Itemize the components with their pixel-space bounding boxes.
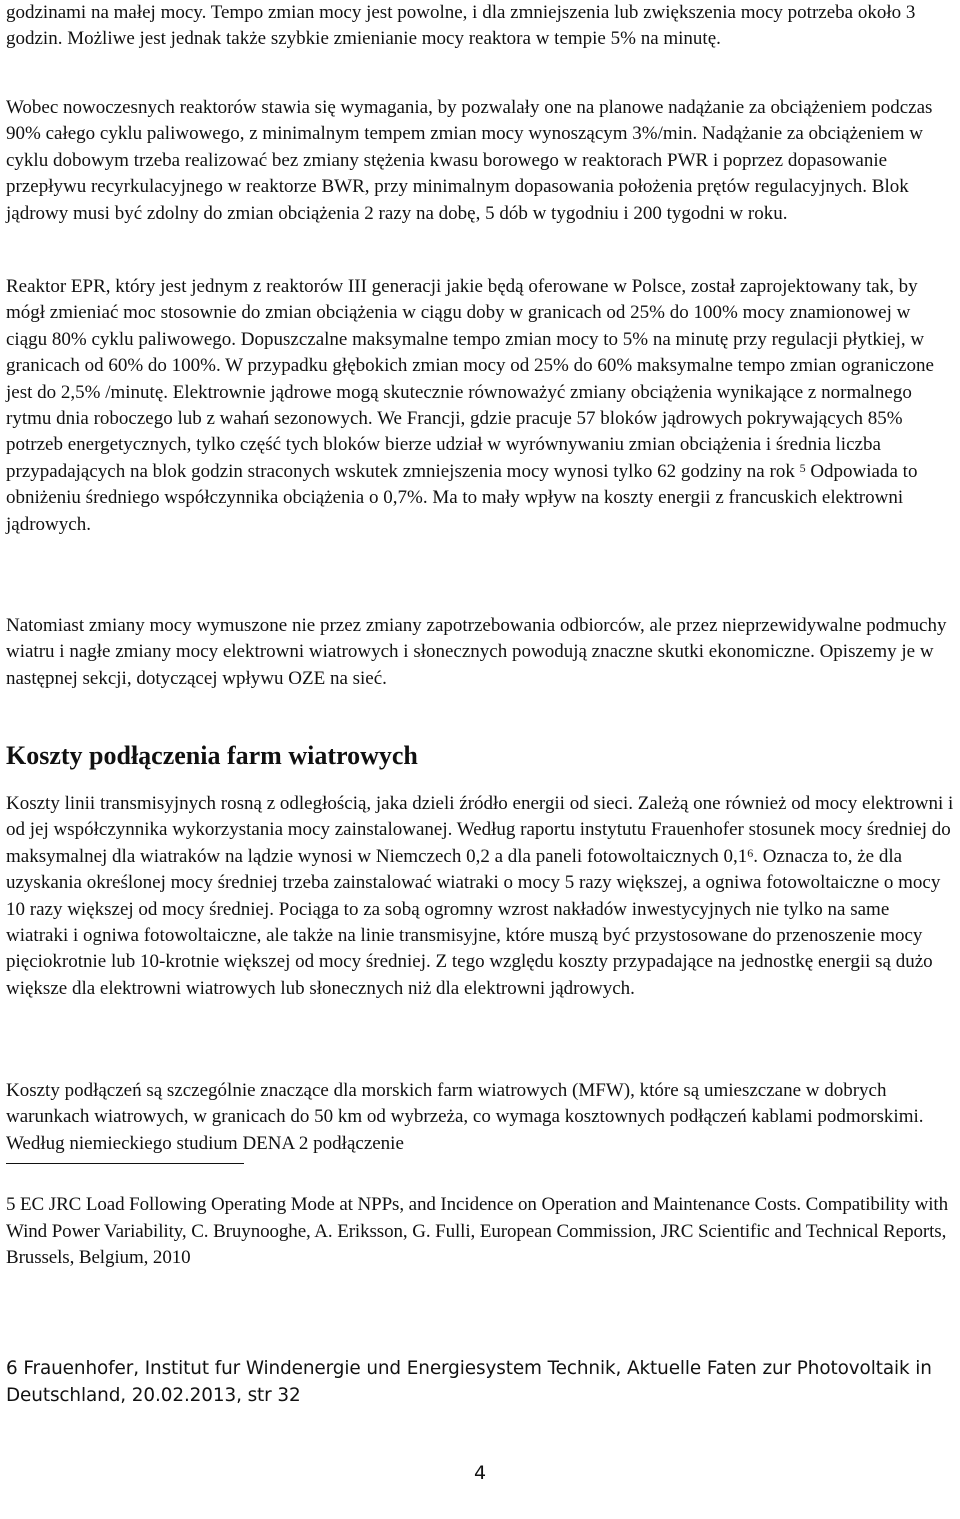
footnote-reference-5: 5	[799, 460, 806, 475]
page-number: 4	[473, 1462, 487, 1484]
paragraph-offshore-connections: Koszty podłączeń są szczególnie znaczące dla morskich farm wiatrowych (MFW), które są umieszczane w dobrych warunkach wiatrowych, w granicach do 50 km od wybrzeża, co wymaga kosztownych podłączeń kablami podmorskimi. Według niemieckiego studium DENA 2 podłączenie	[6, 1080, 924, 1154]
footnote-separator	[6, 1163, 244, 1164]
footnote-5: 5 EC JRC Load Following Operating Mode at NPPs, and Incidence on Operation and Maintenance Costs. Compatibility with Wind Power Variability, C. Bruynooghe, A. Eriksson, G. Fulli, European Commission, JRC Scientific and Technical Reports, Brussels, Belgium, 2010	[6, 1194, 948, 1268]
paragraph-modern-reactors: Wobec nowoczesnych reaktorów stawia się wymagania, by pozwalały one na planowe nadążanie za obciążeniem podczas 90% całego cyklu paliwowego, z minimalnym tempem zmian mocy wynoszącym 3%/min. Nadążanie za obciążeniem w cyklu dobowym trzeba realizować bez zmiany stężenia kwasu borowego w reaktorach PWR i poprzez dopasowanie przepływu recyrkulacyjnego w reaktorze BWR, przy minimalnym dopasowania położenia prętów regulacyjnych. Blok jądrowy musi być zdolny do zmian obciążenia 2 razy na dobę, 5 dób w tygodniu i 200 tygodni w roku.	[6, 97, 933, 224]
paragraph-transmission-costs	[6, 791, 954, 1002]
paragraph-unpredictable-changes: Natomiast zmiany mocy wymuszone nie przez zmiany zapotrzebowania odbiorców, ale przez nieprzewidywalne podmuchy wiatru i nagłe zmiany mocy elektrowni wiatrowych i słonecznych powodują znaczne skutki ekonomiczne. Opiszemy je w następnej sekcji, dotyczącej wpływu OZE na sieć.	[6, 615, 947, 689]
section-heading: Koszty podłączenia farm wiatrowych	[6, 741, 418, 770]
paragraph-intro: godzinami na małej mocy. Tempo zmian mocy jest powolne, i dla zmniejszenia lub zwiększenia mocy potrzeba około 3 godzin. Możliwe jest jednak także szybkie zmienianie mocy reaktora w tempie 5% na minutę.	[6, 2, 916, 50]
paragraph-epr-text: Reaktor EPR, który jest jednym z reaktorów III generacji jakie będą oferowane w Polsce, został zaprojektowany tak, by mógł zmieniać moc stosownie do zmian obciążenia w ciągu doby w granicach od 25% do 100% mocy znamionowej w ciągu 80% cyklu paliwowego. Dopuszczalne maksymalne tempo zmian mocy to 5% na minutę przy regulacji płytkiej, w granicach od 60% do 100%. W przypadku głębokich zmian mocy od 25% do 60% maksymalne tempo zmian ograniczone jest do 2,5% /minutę. Elektrownie jądrowe mogą skutecznie równoważyć zmiany obciążenia wynikające z normalnego rytmu dnia roboczego lub z wahań sezonowych. We Francji, gdzie pracuje 57 bloków jądrowych pokrywających 85% potrzeb energetycznych, tylko część tych bloków bierze udział w wyrównywaniu zmian obciążenia i średnia liczba przypadających na blok godzin straconych wskutek zmniejszenia mocy wynosi tylko 62 godziny na rok	[6, 276, 934, 482]
paragraph-costs-text-continued: . Oznacza to, że dla uzyskania określonej mocy średniej trzeba zainstalować wiatraki o mocy 5 razy większej, a ogniwa fotowoltaiczne o mocy 10 razy większej od mocy średniej. Pociąga to za sobą ogromny wzrost nakładów inwestycyjnych nie tylko na same wiatraki i ogniwa fotowoltaiczne, ale także na linie transmisyjne, które muszą być przystosowane do przenoszenie mocy pięciokrotnie lub 10-krotnie większej od mocy średniej. Z tego względu koszty przypadające na jednostkę energii są dużo większe dla elektrowni wiatrowych lub słonecznych niż dla elektrowni jądrowych.	[6, 845, 941, 999]
footnote-reference-6: 6	[747, 845, 754, 860]
paragraph-epr-reactor	[6, 274, 954, 538]
paragraph-costs-text: Koszty linii transmisyjnych rosną z odległością, jaka dzieli źródło energii od sieci. Zależą one również od mocy elektrowni i od jej współczynnika wykorzystania mocy zainstalowanej. Według raportu instytutu Frauenhofer stosunek mocy średniej do maksymalnej dla wiatraków na lądzie wynosi w Niemczech 0,2 a dla paneli fotowoltaicznych 0,1	[6, 793, 954, 867]
paragraph-epr-text-continued: Odpowiada to obniżeniu średniego współczynnika obciążenia o 0,7%. Ma to mały wpływ na koszty energii z francuskich elektrowni jądrowych.	[6, 460, 918, 535]
footnote-6: 6 Frauenhofer, Institut fur Windenergie und Energiesystem Technik, Aktuelle Faten zur Photovoltaik in Deutschland, 20.02.2013, str 32	[6, 1358, 932, 1406]
